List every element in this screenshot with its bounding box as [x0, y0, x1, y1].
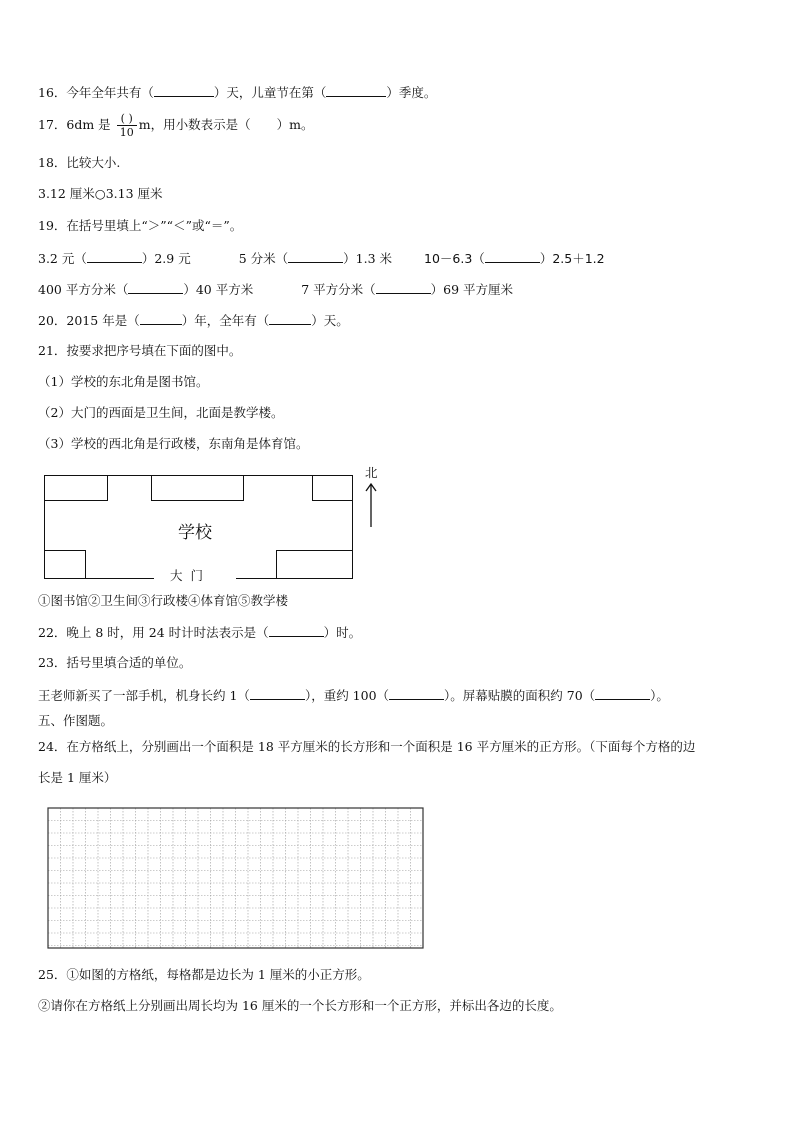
map-slot-southwest[interactable] — [44, 550, 86, 579]
question-16 — [38, 84, 436, 101]
q17-text-c: ）m。 — [276, 117, 314, 132]
fraction-numerator[interactable]: ( ) — [117, 112, 137, 126]
q16-text-a: 16．今年全年共有（ — [38, 85, 154, 100]
question-20 — [38, 312, 349, 329]
answer-blank[interactable] — [389, 687, 444, 700]
q23-text-b: ），重约 100（ — [304, 688, 390, 703]
answer-blank[interactable] — [485, 250, 540, 263]
answer-blank[interactable] — [87, 250, 142, 263]
question-21-title: 21．按要求把序号填在下面的图中。 — [38, 343, 242, 358]
map-slot-northwest[interactable] — [44, 475, 108, 501]
q19-r1-t2: 5 分米（ — [238, 251, 289, 266]
q19-r1-t5: ）2.5＋1.2 — [539, 251, 605, 266]
q19-r1-t4: 10－6.3（ — [424, 251, 485, 266]
question-19-row-1 — [38, 250, 605, 267]
q20-text-b: ）年，全年有（ — [181, 313, 270, 328]
question-25-line-2: ②请你在方格纸上分别画出周长均为 16 厘米的一个长方形和一个正方形，并标出各边的长度。 — [38, 998, 562, 1013]
answer-blank[interactable] — [269, 312, 311, 325]
north-indicator — [363, 463, 381, 529]
answer-blank[interactable] — [140, 312, 182, 325]
q19-r2-t3: ）69 平方厘米 — [430, 282, 514, 297]
question-24-line-1: 24．在方格纸上，分别画出一个面积是 18 平方厘米的长方形和一个面积是 16 平方厘米的正方形。（下面每个方格的边 — [38, 739, 696, 754]
q19-r2-t0: 400 平方分米（ — [38, 282, 129, 297]
q19-r2-t1: ）40 平方米 — [183, 282, 254, 297]
q19-r2-t2: 7 平方分米（ — [301, 282, 376, 297]
question-23-body — [38, 687, 669, 704]
answer-blank[interactable] — [154, 84, 214, 97]
grid-paper-svg — [47, 807, 424, 949]
answer-blank[interactable] — [595, 687, 650, 700]
q16-text-c: ）季度。 — [386, 85, 437, 100]
q22-text-a: 22．晚上 8 时，用 24 时计时法表示是（ — [38, 625, 269, 640]
map-slot-north[interactable] — [151, 475, 244, 501]
map-center-label: 学校 — [178, 523, 212, 543]
q23-text-a: 王老师新买了一部手机，机身长约 1（ — [38, 688, 250, 703]
question-19-title: 19．在括号里填上“＞”“＜”或“＝”。 — [38, 218, 243, 233]
answer-blank[interactable] — [288, 250, 343, 263]
question-22 — [38, 624, 361, 641]
fraction-denominator: 10 — [119, 126, 134, 139]
answer-blank[interactable] — [326, 84, 386, 97]
map-slot-southeast[interactable] — [276, 550, 353, 579]
gate-label: 大 门 — [170, 568, 203, 583]
gate — [154, 568, 236, 582]
answer-blank[interactable] — [376, 281, 431, 294]
q19-r1-t3: ）1.3 米 — [343, 251, 393, 266]
fraction — [117, 112, 137, 139]
north-arrow-icon — [363, 481, 381, 529]
q17-text-b: m，用小数表示是（ — [138, 117, 251, 132]
school-map — [44, 472, 354, 583]
q22-text-b: ）时。 — [323, 625, 362, 640]
map-slot-northeast[interactable] — [312, 475, 353, 501]
q20-text-a: 20．2015 年是（ — [38, 313, 140, 328]
q23-text-c: ）。屏幕贴膜的面积约 70（ — [444, 688, 596, 703]
question-21-legend: ①图书馆②卫生间③行政楼④体育馆⑤教学楼 — [38, 593, 289, 608]
question-17 — [38, 112, 313, 139]
q23-text-d: ）。 — [650, 688, 669, 703]
q17-text-a: 17．6dm 是 — [38, 117, 111, 132]
q16-text-b: ）天，儿童节在第（ — [213, 85, 327, 100]
question-18-item: 3.12 厘米○3.13 厘米 — [38, 186, 163, 201]
north-label: 北 — [365, 465, 378, 480]
q19-r1-t1: ）2.9 元 — [141, 251, 191, 266]
question-23-title: 23．括号里填合适的单位。 — [38, 655, 192, 670]
q20-text-c: ）天。 — [311, 313, 349, 328]
answer-blank[interactable] — [250, 687, 305, 700]
question-19-row-2 — [38, 281, 513, 298]
grid-paper[interactable] — [47, 807, 424, 953]
question-21-s3: （3）学校的西北角是行政楼，东南角是体育馆。 — [38, 436, 309, 451]
section-5-heading: 五、作图题。 — [38, 713, 114, 728]
question-24-line-2: 长是 1 厘米） — [38, 770, 117, 785]
question-21-s1: （1）学校的东北角是图书馆。 — [38, 374, 209, 389]
answer-blank[interactable] — [128, 281, 183, 294]
question-25-line-1: 25．①如图的方格纸，每格都是边长为 1 厘米的小正方形。 — [38, 967, 370, 982]
answer-blank[interactable] — [269, 624, 324, 637]
question-18-title: 18．比较大小. — [38, 155, 121, 170]
q19-r1-t0: 3.2 元（ — [38, 251, 87, 266]
question-21-s2: （2）大门的西面是卫生间，北面是教学楼。 — [38, 405, 284, 420]
